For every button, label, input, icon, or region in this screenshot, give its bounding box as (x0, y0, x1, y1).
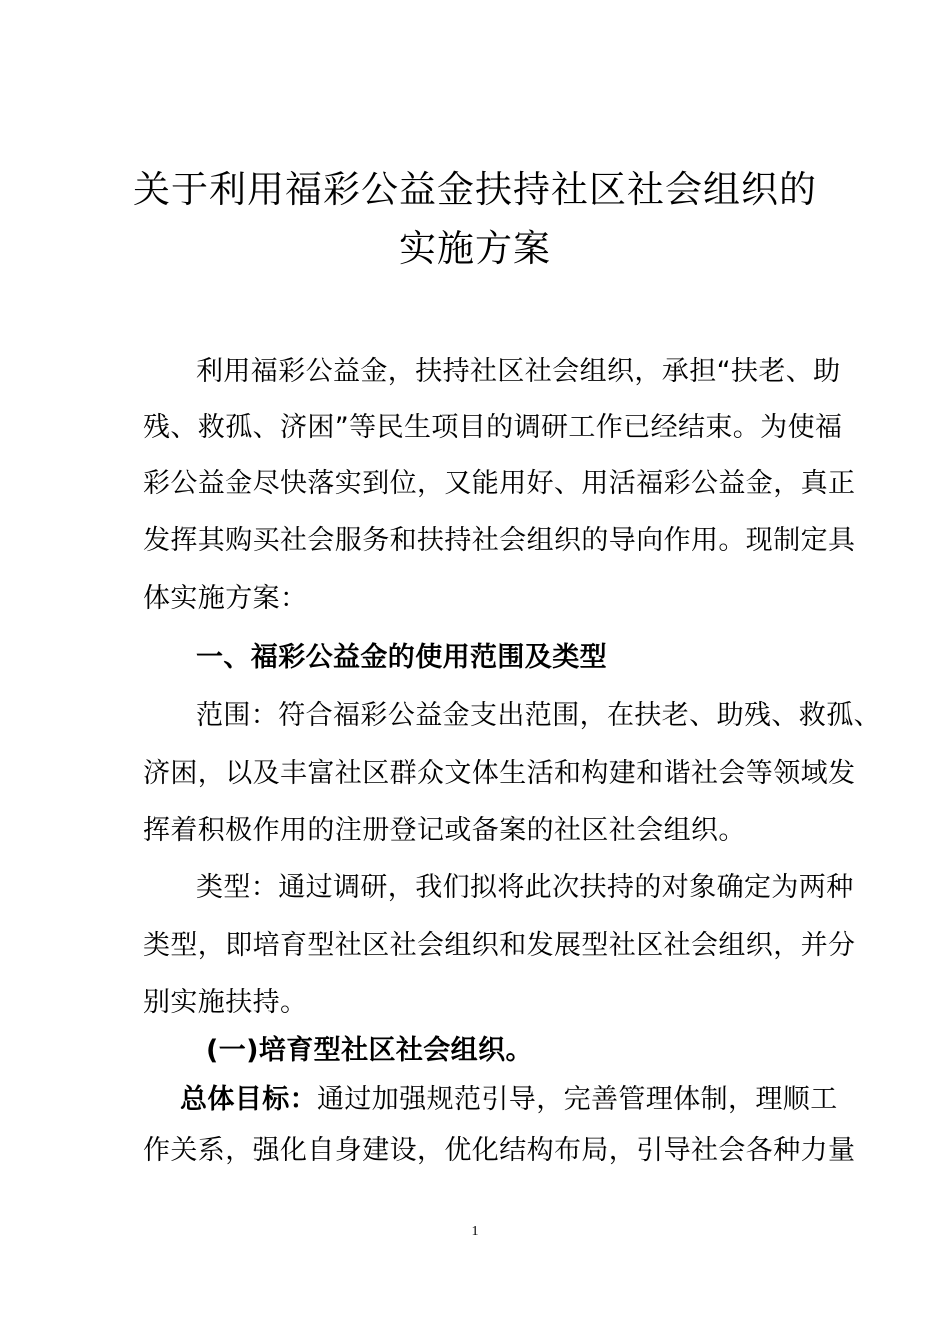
scope-line-3: 挥着积极作用的注册登记或备案的社区社会组织。 (143, 815, 746, 846)
page-number: 1 (471, 1224, 479, 1239)
goal-line-1 (180, 1083, 860, 1117)
goal-label: 总体目标： (180, 1084, 317, 1115)
intro-line-2: 残、救孤、济困”等民生项目的调研工作已经结束。为使福 (143, 412, 843, 443)
scope-line-2: 济困，以及丰富社区群众文体生活和构建和谐社会等领域发 (143, 758, 856, 789)
scope-line-1: 范围：符合福彩公益金支出范围，在扶老、助残、救孤、 (196, 700, 881, 731)
goal-text-1: 通过加强规范引导，完善管理体制，理顺工 (317, 1084, 838, 1115)
document-title-line-2: 实施方案 (399, 227, 551, 270)
goal-line-2: 作关系，强化自身建设，优化结构布局，引导社会各种力量 (143, 1135, 856, 1166)
intro-line-4: 发挥其购买社会服务和扶持社会组织的导向作用。现制定具 (143, 525, 856, 556)
intro-line-5: 体实施方案： (143, 583, 308, 614)
intro-line-3: 彩公益金尽快落实到位，又能用好、用活福彩公益金，真正 (143, 468, 856, 499)
document-title-line-1: 关于利用福彩公益金扶持社区社会组织的 (133, 168, 817, 211)
subsection-heading: (一)培育型社区社会组织。 (206, 1035, 533, 1066)
type-line-2: 类型，即培育型社区社会组织和发展型社区社会组织，并分 (143, 930, 856, 961)
type-line-3: 别实施扶持。 (143, 987, 308, 1018)
intro-line-1: 利用福彩公益金，扶持社区社会组织，承担“扶老、助 (196, 356, 841, 387)
section-heading: 一、福彩公益金的使用范围及类型 (196, 642, 607, 673)
type-line-1: 类型：通过调研，我们拟将此次扶持的对象确定为两种 (196, 872, 854, 903)
